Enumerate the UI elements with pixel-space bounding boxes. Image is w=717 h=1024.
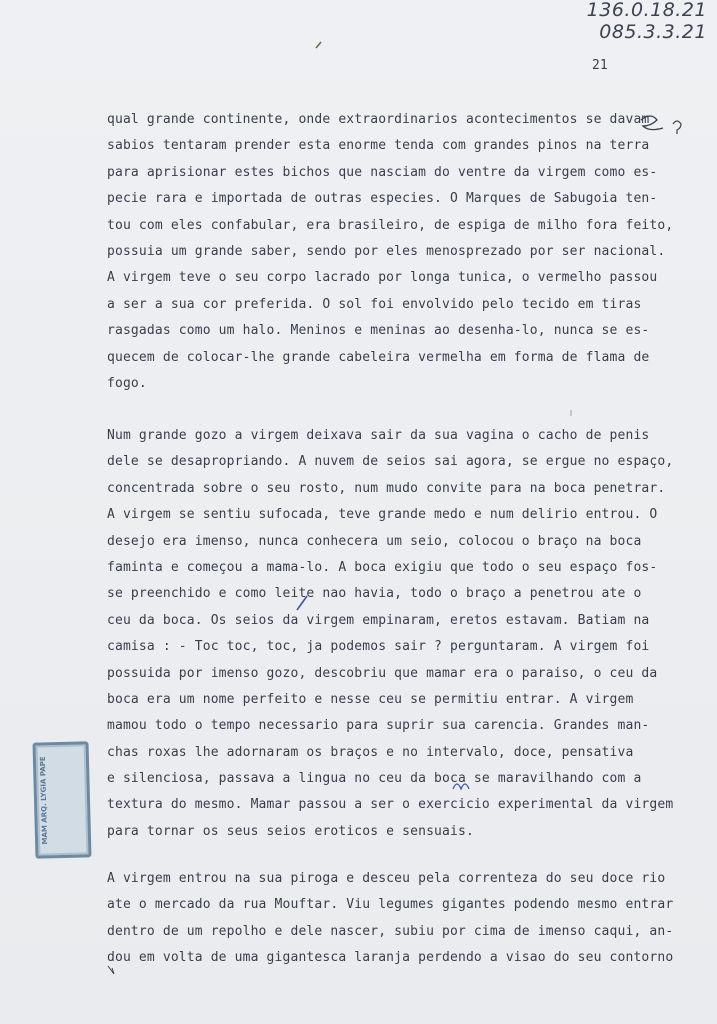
text-line: mamou todo o tempo necessario para suprir sua carencia. Grandes man- <box>107 718 650 734</box>
archive-code-bottom: 085.3.3.21 <box>599 21 707 43</box>
text-line: dentro de um repolho e dele nascer, subiu por cima de imenso caqui, an- <box>107 923 674 939</box>
page-number: 21 <box>592 58 608 73</box>
text-line: rasgadas como um halo. Meninos e meninas ao desenha-lo, nunca se es- <box>107 323 650 339</box>
text-line: a ser a sua cor preferida. O sol foi envolvido pelo tecido em tiras <box>107 296 642 312</box>
archive-code-top: 136.0.18.21 <box>586 0 707 21</box>
text-line: concentrada sobre o seu rosto, num mudo convite para na boca penetrar. <box>107 480 666 496</box>
paragraph-3 <box>107 866 674 972</box>
text-line: A virgem teve o seu corpo lacrado por longa tunica, o vermelho passou <box>107 270 658 286</box>
paragraph-2 <box>107 423 674 845</box>
text-line: dou em volta de uma gigantesca laranja perdendo a visao do seu contorno <box>107 950 674 966</box>
text-line: possuia um grande saber, sendo por eles menosprezado por ser nacional. <box>107 243 666 259</box>
text-line: tou com eles confabular, era brasileiro, de espiga de milho fora feito, <box>107 217 674 233</box>
text-line: ate o mercado da rua Mouftar. Viu legumes gigantes podendo mesmo entrar <box>107 897 674 913</box>
text-line: possuida por imenso gozo, descobriu que mamar era o paraiso, o ceu da <box>107 665 658 681</box>
text-line: boca era um nome perfeito e nesse ceu se permitiu entrar. A virgem <box>107 691 634 707</box>
text-line: e silenciosa, passava a lingua no ceu da boca se maravilhando com a <box>107 771 642 787</box>
text-line: faminta e começou a mama-lo. A boca exigiu que todo o seu espaço fos- <box>107 559 658 575</box>
text-line: qual grande continente, onde extraordinarios acontecimentos se davam <box>107 112 650 127</box>
text-line: textura do mesmo. Mamar passou a ser o exercicio experimental da virgem <box>107 797 674 813</box>
text-line: ceu da boca. Os seios da virgem empinaram, eretos estavam. Batiam na <box>107 612 650 628</box>
text-line: para tornar os seus seios eroticos e sensuais. <box>107 823 474 839</box>
stamp-text: MAM ARQ. LYGIA PAPE <box>38 756 50 845</box>
text-line: dele se desapropriando. A nuvem de seios sai agora, se ergue no espaço, <box>107 454 674 470</box>
text-line: para aprisionar estes bichos que nasciam do ventre da virgem como es- <box>107 164 658 180</box>
text-line: A virgem entrou na sua piroga e desceu pela correnteza do seu doce rio <box>107 871 666 886</box>
text-line: quecem de colocar-lhe grande cabeleira vermelha em forma de flama de <box>107 349 650 365</box>
paragraph-1 <box>107 107 674 397</box>
pen-tick-mark <box>316 42 321 48</box>
text-line: desejo era imenso, nunca conhecera um seio, colocou o braço na boca <box>107 533 642 549</box>
text-line: camisa : - Toc toc, toc, ja podemos sair ? perguntaram. A virgem foi <box>107 639 650 655</box>
archive-stamp <box>32 741 91 858</box>
text-line: chas roxas lhe adornaram os braços e no intervalo, doce, pensativa <box>107 744 634 760</box>
text-line: A virgem se sentiu sufocada, teve grande medo e num delirio entrou. O <box>107 507 658 523</box>
text-line: pecie rara e importada de outras especies. O Marques de Sabugoia ten- <box>107 191 658 207</box>
text-line: Num grande gozo a virgem deixava sair da sua vagina o cacho de penis <box>107 428 650 443</box>
question-mark-annotation-2 <box>673 121 681 134</box>
text-line: se preenchido e como leite nao havia, todo o braço a penetrou ate o <box>107 586 642 602</box>
text-line: fogo. <box>107 375 147 391</box>
text-line: sabios tentaram prender esta enorme tenda com grandes pinos na terra <box>107 138 650 154</box>
